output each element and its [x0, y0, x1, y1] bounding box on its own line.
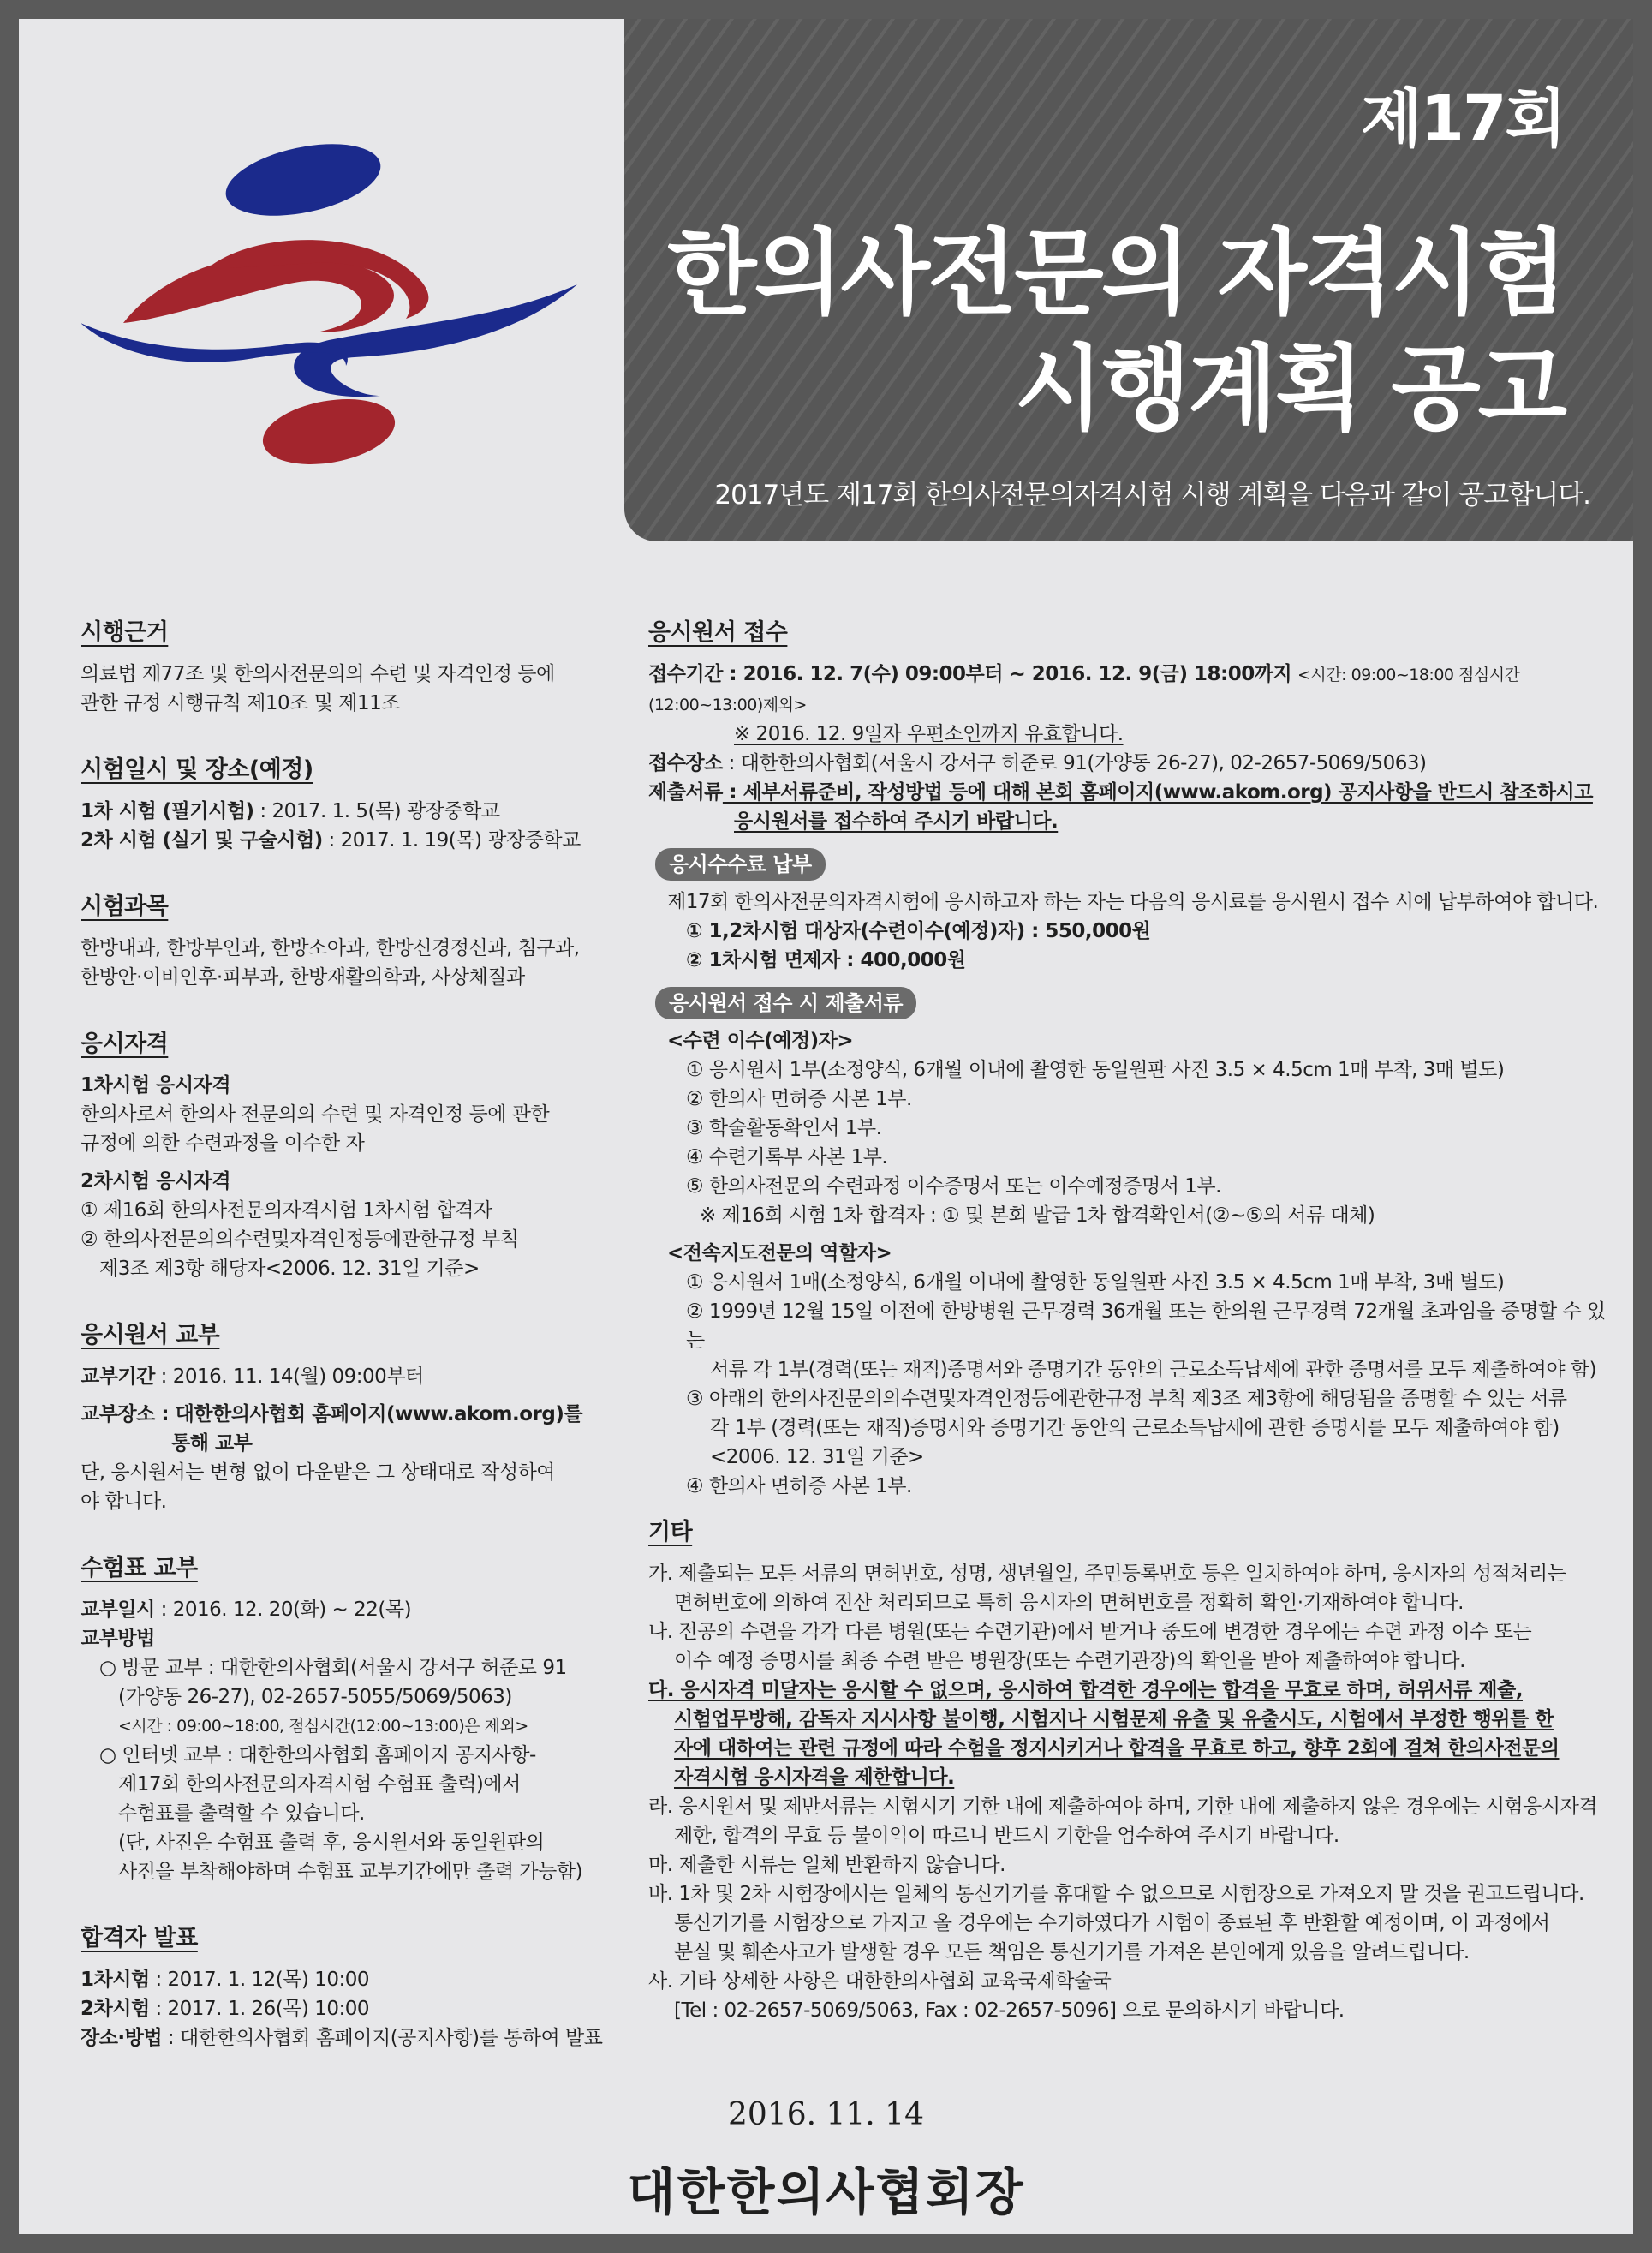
docs-item: ① 응시원서 1매(소정양식, 6개월 이내에 촬영한 동일원판 사진 3.5 × 4.5cm 1매 부착, 3매 별도) [686, 1271, 1505, 1294]
online-line: 사진을 부착해야하며 수험표 교부기간에만 출력 가능함) [118, 1861, 583, 1883]
docs-group-title: <수련 이수(예정)자> [667, 1030, 854, 1052]
legal-basis-line: 의료법 제77조 및 한의사전문의의 수련 및 자격인정 등에 [81, 663, 555, 685]
subtitle: 2017년도 제17회 한의사전문의자격시험 시행 계획을 다음과 같이 공고합니다. [714, 480, 1590, 511]
docs-item: ③ 아래의 한의사전문의의수련및자격인정등에관한규정 부칙 제3조 제3항에 해당됨을 증명할 수 있는 서류 [686, 1388, 1567, 1410]
docs-item-cont: 서류 각 1부(경력(또는 재직)증명서와 증명기간 동안의 근로소득납세에 관한 증명서를 모두 제출하여야 함) [710, 1359, 1597, 1381]
notice-page [19, 19, 1633, 2234]
reception-docs-value-cont: 응시원서를 접수하여 주시기 바랍니다. [734, 810, 1059, 833]
subjects-line: 한방안·이비인후·피부과, 한방재활의학과, 사상체질과 [81, 966, 525, 989]
first-exam-value: : 2017. 1. 5(목) 광장중학교 [253, 800, 500, 822]
etc-sa: 사. 기타 상세한 사항은 대한한의사협회 교육국제학술국 [648, 1970, 1112, 1993]
etc-sa-cont: [Tel : 02-2657-5069/5063, Fax : 02-2657-5096] 으로 문의하시기 바랍니다. [674, 1999, 1345, 2022]
notice-date: 2016. 11. 14 [727, 2097, 924, 2132]
dist-period-value: : 2016. 11. 14(월) 09:00부터 [154, 1366, 424, 1388]
etc-da-cont: 시험업무방해, 감독자 지시사항 불이행, 시험지나 시험문제 유출 및 유출시도, 시험에서 부정한 행위를 한 [674, 1708, 1554, 1730]
second-eligibility-title: 2차시험 응시자격 [81, 1170, 231, 1192]
ticket-date-label: 교부일시 [81, 1599, 155, 1621]
second-eligibility-line: ② 한의사전문의의수련및자격인정등에관한규정 부칙 [81, 1228, 519, 1251]
reception-period-label: 접수기간 [648, 663, 723, 685]
association-emblem-icon [72, 139, 603, 490]
legal-basis-line: 관한 규정 시행규칙 제10조 및 제11조 [81, 692, 400, 714]
second-exam-label: 2차 시험 (실기 및 구술시험) [81, 829, 323, 852]
online-line: (단, 사진은 수험표 출력 후, 응시원서와 동일원판의 [118, 1832, 545, 1854]
legal-basis-section [81, 619, 620, 718]
visit-line: (가양동 26-27), 02-2657-5055/5069/5063) [118, 1686, 512, 1708]
application-distribution-section [81, 1321, 620, 1516]
first-eligibility-line: 규정에 의한 수련과정을 이수한 자 [81, 1132, 365, 1155]
reception-period-value: : 2016. 12. 7(수) 09:00부터 ~ 2016. 12. 9(금) 18:00까지 [722, 663, 1292, 685]
admission-ticket-heading: 수험표 교부 [81, 1555, 198, 1581]
second-eligibility-line: 제3조 제3항 해당자<2006. 12. 31일 기준> [99, 1258, 480, 1280]
title-line-2: 시행계획 공고 [1014, 336, 1565, 443]
fee-intro: 제17회 한의사전문의자격시험에 응시하고자 하는 자는 다음의 응시료를 응시원서 접수 시에 납부하여야 합니다. [667, 891, 1599, 913]
etc-ga-cont: 면허번호에 의하여 전산 처리되므로 특히 응시자의 면허번호를 정확히 확인·기재하여야 합니다. [674, 1592, 1464, 1614]
result-first-label: 1차시험 [81, 1969, 150, 1991]
right-column [648, 619, 1607, 2025]
dist-note-line: 단, 응시원서는 변형 없이 다운받은 그 상태대로 작성하여 [81, 1461, 556, 1484]
etc-ga: 가. 제출되는 모든 서류의 면허번호, 성명, 생년월일, 주민등록번호 등은 일치하여야 하며, 응시자의 성적처리는 [648, 1563, 1566, 1585]
second-eligibility-line: ① 제16회 한의사전문의자격시험 1차시험 합격자 [81, 1199, 492, 1222]
subjects-heading: 시험과목 [81, 893, 169, 920]
first-exam-label: 1차 시험 (필기시험) [81, 800, 254, 822]
docs-item: ⑤ 한의사전문의 수련과정 이수증명서 또는 이수예정증명서 1부. [686, 1175, 1221, 1198]
signer-name: 대한한의사협회장 [627, 2163, 1025, 2221]
etc-ba-cont: 통신기기를 시험장으로 가지고 올 경우에는 수거하였다가 시험이 종료된 후 반환할 예정이며, 이 과정에서 [674, 1912, 1550, 1934]
docs-item: ② 한의사 면허증 사본 1부. [686, 1088, 912, 1110]
fee-item: ② 1차시험 면제자 : 400,000원 [686, 949, 966, 971]
docs-item-note: ※ 제16회 시험 1차 합격자 : ① 및 본회 발급 1차 합격확인서(②~⑤의 서류 대체) [700, 1204, 1375, 1227]
subjects-line: 한방내과, 한방부인과, 한방소아과, 한방신경정신과, 침구과, [81, 937, 580, 959]
first-eligibility-line: 한의사로서 한의사 전문의의 수련 및 자격인정 등에 관한 [81, 1103, 550, 1126]
docs-item: ④ 한의사 면허증 사본 1부. [686, 1475, 912, 1497]
etc-da-cont: 자에 대하여는 관련 규정에 따라 수험을 정지시키거나 합격을 무효로 하고, 향후 2회에 걸쳐 한의사전문의 [674, 1737, 1560, 1760]
subjects-section [81, 893, 620, 992]
docs-item-cont: 각 1부 (경력(또는 재직)증명서와 증명기간 동안의 근로소득납세에 관한 증명서를 모두 제출하여야 함) [710, 1417, 1560, 1439]
etc-na-cont: 이수 예정 증명서를 최종 수련 받은 병원장(또는 수련기관장)의 확인을 받아 제출하여야 합니다. [674, 1650, 1465, 1672]
docs-group-title: <전속지도전문의 역할자> [667, 1242, 892, 1264]
eligibility-section [81, 1030, 620, 1283]
dist-place-value-cont: 통해 교부 [171, 1432, 253, 1455]
legal-basis-heading: 시행근거 [81, 619, 169, 646]
etc-da: 다. 응시자격 미달자는 응시할 수 없으며, 응시하여 합격한 경우에는 합격을 무효로 하며, 허위서류 제출, [648, 1679, 1523, 1701]
reception-docs-value: : 세부서류준비, 작성방법 등에 대해 본회 홈페이지(www.akom.org) 공지사항을 반드시 참조하시고 [722, 781, 1593, 804]
eligibility-heading: 응시자격 [81, 1031, 169, 1057]
etc-heading: 기타 [648, 1519, 693, 1545]
docs-item: ③ 학술활동확인서 1부. [686, 1117, 882, 1139]
online-line: 제17회 한의사전문의자격시험 수험표 출력)에서 [118, 1773, 521, 1796]
dist-period-label: 교부기간 [81, 1366, 155, 1388]
fee-badge: 응시수수료 납부 [655, 848, 826, 881]
etc-ba-cont: 분실 및 훼손사고가 발생할 경우 모든 책임은 통신기기를 가져온 본인에게 있음을 알려드립니다. [674, 1941, 1470, 1963]
dist-note-line: 야 합니다. [81, 1491, 167, 1513]
dist-place-label: 교부장소 [81, 1403, 155, 1425]
postal-note: ※ 2016. 12. 9일자 우편소인까지 유효합니다. [734, 723, 1124, 745]
schedule-section [81, 756, 620, 855]
first-eligibility-title: 1차시험 응시자격 [81, 1074, 231, 1097]
admission-ticket-section [81, 1554, 620, 1886]
docs-item: ② 1999년 12월 15일 이전에 한방병원 근무경력 36개월 또는 한의원 근무경력 72개월 초과임을 증명할 수 있는 [686, 1300, 1606, 1352]
second-exam-value: : 2017. 1. 19(목) 광장중학교 [322, 829, 581, 852]
results-section [81, 1924, 620, 2053]
ticket-method-label: 교부방법 [81, 1628, 155, 1650]
reception-place-label: 접수장소 [648, 752, 723, 774]
online-line: 수험표를 출력할 수 있습니다. [118, 1802, 365, 1825]
etc-ma: 마. 제출한 서류는 일체 반환하지 않습니다. [648, 1854, 1005, 1876]
etc-da-cont: 자격시험 응시자격을 제한합니다. [674, 1766, 955, 1789]
result-method-value: : 대한한의사협회 홈페이지(공지사항)를 통하여 발표 [162, 2027, 603, 2049]
visit-hours-note: <시간 : 09:00~18:00, 점심시간(12:00~13:00)은 제외> [118, 1717, 528, 1736]
header-panel [624, 19, 1633, 541]
visit-line: ○ 방문 교부 : 대한한의사협회(서울시 강서구 허준로 91 [99, 1657, 567, 1679]
left-column [81, 619, 620, 2090]
results-heading: 합격자 발표 [81, 1925, 198, 1951]
etc-na: 나. 전공의 수련을 각각 다른 병원(또는 수련기관)에서 받거나 중도에 변경한 경우에는 수련 과정 이수 또는 [648, 1621, 1532, 1643]
reception-period-note: <시간: 09:00~18:00 점심시간(12:00~13:00)제외> [648, 666, 1520, 714]
dist-place-value: : 대한한의사협회 홈페이지(www.akom.org)를 [154, 1403, 583, 1425]
result-first-value: : 2017. 1. 12(목) 10:00 [149, 1969, 369, 1991]
etc-ra-cont: 제한, 합격의 무효 등 불이익이 따르니 반드시 기한을 엄수하여 주시기 바랍니다. [674, 1825, 1339, 1847]
docs-item: ④ 수련기록부 사본 1부. [686, 1146, 888, 1168]
result-second-value: : 2017. 1. 26(목) 10:00 [149, 1998, 369, 2020]
docs-item-cont: <2006. 12. 31일 기준> [710, 1446, 924, 1468]
docs-item: ① 응시원서 1부(소정양식, 6개월 이내에 촬영한 동일원판 사진 3.5 × 4.5cm 1매 부착, 3매 별도) [686, 1059, 1505, 1081]
result-second-label: 2차시험 [81, 1998, 150, 2020]
edition-label: 제17회 [1361, 82, 1565, 156]
etc-ra: 라. 응시원서 및 제반서류는 시험시기 기한 내에 제출하여야 하며, 기한 내에 제출하지 않은 경우에는 시험응시자격 [648, 1796, 1598, 1818]
ticket-date-value: : 2016. 12. 20(화) ~ 22(목) [154, 1599, 412, 1621]
reception-docs-label: 제출서류 [648, 781, 723, 804]
title-line-1: 한의사전문의 자격시험 [667, 220, 1565, 327]
fee-item: ① 1,2차시험 대상자(수련이수(예정)자) : 550,000원 [686, 920, 1151, 942]
docs-badge: 응시원서 접수 시 제출서류 [655, 987, 916, 1019]
etc-ba: 바. 1차 및 2차 시험장에서는 일체의 통신기기를 휴대할 수 없으므로 시험장으로 가져오지 말 것을 권고드립니다. [648, 1883, 1584, 1905]
application-distribution-heading: 응시원서 교부 [81, 1322, 220, 1348]
reception-heading: 응시원서 접수 [648, 619, 788, 646]
online-line: ○ 인터넷 교부 : 대한한의사협회 홈페이지 공지사항- [99, 1744, 536, 1766]
schedule-heading: 시험일시 및 장소(예정) [81, 756, 313, 783]
reception-place-value: : 대한한의사협회(서울시 강서구 허준로 91(가양동 26-27), 02-2657-5069/5063) [722, 752, 1427, 774]
result-method-label: 장소·방법 [81, 2027, 163, 2049]
